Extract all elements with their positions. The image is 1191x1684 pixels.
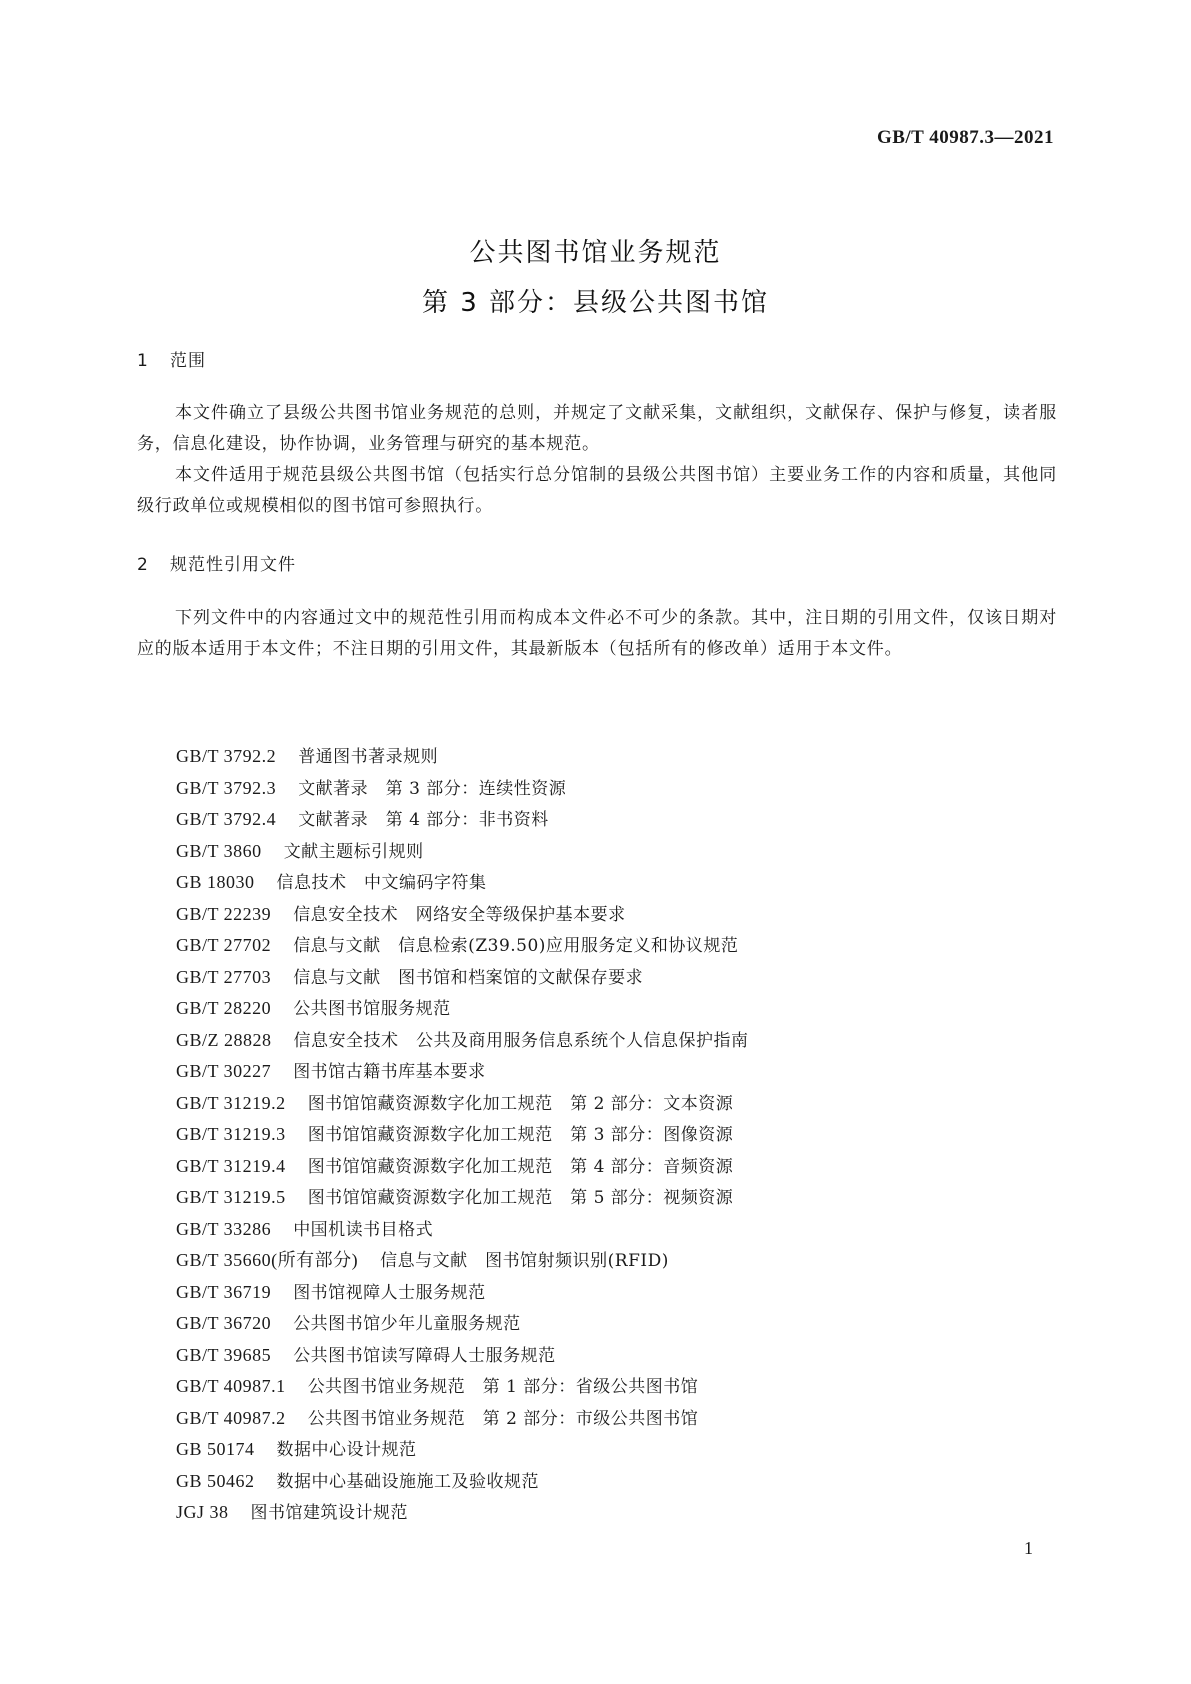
reference-title: 信息与文献 图书馆射频识别(RFID): [380, 1251, 669, 1271]
document-code: GB/T 40987.3—2021: [876, 127, 1054, 148]
section-1-title: 范围: [170, 351, 206, 371]
section-1-number: 1: [137, 351, 149, 371]
reference-title: 信息安全技术 网络安全等级保护基本要求: [293, 904, 626, 925]
reference-code: GB/T 3792.3: [176, 777, 277, 798]
reference-code: JGJ 38: [176, 1502, 229, 1522]
section-2-heading: [137, 550, 296, 575]
reference-code: GB/T 36720: [176, 1313, 272, 1333]
reference-code: GB/T 40987.2: [176, 1407, 286, 1428]
reference-code: GB/T 3792.4: [176, 809, 277, 829]
section-2-title: 规范性引用文件: [170, 555, 296, 575]
reference-code: GB/T 27702: [176, 935, 272, 955]
reference-item: [176, 867, 749, 899]
reference-item: [176, 1214, 749, 1246]
reference-title: 图书馆馆藏资源数字化加工规范 第 3 部分：图像资源: [307, 1125, 734, 1145]
reference-code: GB/T 31219.5: [176, 1187, 286, 1207]
reference-code: GB/T 31219.3: [176, 1124, 286, 1144]
reference-item: [176, 1308, 749, 1340]
reference-item: [176, 836, 749, 868]
section-1-heading: [137, 346, 206, 371]
title-line-1: 公共图书馆业务规范: [469, 238, 722, 268]
reference-code: GB/T 31219.4: [176, 1155, 286, 1176]
reference-code: GB/Z 28828: [176, 1029, 272, 1050]
title-line-2: 第 3 部分：县级公共图书馆: [421, 288, 770, 318]
reference-item: [176, 993, 749, 1025]
reference-title: 图书馆视障人士服务规范: [293, 1282, 486, 1303]
reference-title: 数据中心基础设施施工及验收规范: [276, 1471, 540, 1492]
reference-item: [176, 804, 749, 836]
reference-list: [176, 741, 749, 1529]
reference-item: [176, 1340, 749, 1372]
reference-item: [176, 1088, 749, 1120]
reference-item: [176, 1434, 749, 1466]
reference-code: GB/T 30227: [176, 1061, 272, 1081]
reference-title: 图书馆建筑设计规范: [250, 1503, 409, 1523]
reference-code: GB/T 33286: [176, 1218, 272, 1239]
reference-code: GB/T 40987.1: [176, 1376, 286, 1396]
reference-item: [176, 1056, 749, 1088]
reference-title: 公共图书馆业务规范 第 1 部分：省级公共图书馆: [307, 1377, 699, 1397]
reference-title: 图书馆馆藏资源数字化加工规范 第 2 部分：文本资源: [307, 1093, 734, 1114]
section-1-paragraph-1: 本文件确立了县级公共图书馆业务规范的总则，并规定了文献采集，文献组织，文献保存、保护与修复，读者服务，信息化建设，协作协调，业务管理与研究的基本规范。: [137, 403, 1057, 454]
reference-title: 信息技术 中文编码字符集: [276, 873, 487, 893]
reference-code: GB 50462: [176, 1470, 255, 1491]
reference-code: GB/T 3860: [176, 840, 262, 861]
reference-title: 公共图书馆业务规范 第 2 部分：市级公共图书馆: [307, 1408, 699, 1429]
reference-title: 文献著录 第 3 部分：连续性资源: [298, 778, 567, 799]
reference-item: [176, 1403, 749, 1435]
reference-item: [176, 741, 749, 773]
reference-code: GB 50174: [176, 1439, 255, 1459]
reference-title: 图书馆馆藏资源数字化加工规范 第 5 部分：视频资源: [307, 1188, 734, 1208]
reference-item: [176, 899, 749, 931]
reference-code: GB/T 36719: [176, 1281, 272, 1302]
reference-item: [176, 1466, 749, 1498]
reference-title: 图书馆馆藏资源数字化加工规范 第 4 部分：音频资源: [307, 1156, 734, 1177]
section-2-intro: 下列文件中的内容通过文中的规范性引用而构成本文件必不可少的条款。其中，注日期的引用文件，仅该日期对应的版本适用于本文件；不注日期的引用文件，其最新版本（包括所有的修改单）适用于本文件。: [137, 608, 1057, 659]
reference-code: GB/T 28220: [176, 998, 272, 1018]
reference-title: 信息与文献 图书馆和档案馆的文献保存要求: [293, 967, 644, 988]
section-2-number: 2: [137, 555, 149, 575]
reference-code: GB/T 31219.2: [176, 1092, 286, 1113]
reference-code: GB/T 27703: [176, 966, 272, 987]
reference-code: GB/T 35660(所有部分): [176, 1250, 359, 1270]
reference-title: 普通图书著录规则: [298, 747, 439, 767]
reference-item: [176, 1119, 749, 1151]
section-1-paragraph-2: 本文件适用于规范县级公共图书馆（包括实行总分馆制的县级公共图书馆）主要业务工作的内容和质量，其他同级行政单位或规模相似的图书馆可参照执行。: [137, 465, 1057, 516]
reference-item: [176, 930, 749, 962]
reference-title: 公共图书馆少年儿童服务规范: [293, 1314, 521, 1334]
reference-title: 公共图书馆服务规范: [293, 999, 451, 1019]
reference-code: GB/T 3792.2: [176, 746, 277, 766]
reference-title: 图书馆古籍书库基本要求: [293, 1062, 486, 1082]
reference-item: [176, 1182, 749, 1214]
reference-title: 中国机读书目格式: [293, 1219, 434, 1240]
reference-item: [176, 1371, 749, 1403]
reference-code: GB/T 22239: [176, 903, 272, 924]
reference-item: [176, 1245, 749, 1277]
document-title: [0, 228, 1191, 328]
reference-item: [176, 1025, 749, 1057]
reference-title: 文献主题标引规则: [283, 841, 424, 862]
reference-code: GB 18030: [176, 872, 255, 892]
reference-item: [176, 1497, 749, 1529]
reference-title: 公共图书馆读写障碍人士服务规范: [293, 1345, 556, 1366]
reference-item: [176, 773, 749, 805]
reference-code: GB/T 39685: [176, 1344, 272, 1365]
reference-title: 信息与文献 信息检索(Z39.50)应用服务定义和协议规范: [293, 936, 739, 956]
reference-title: 信息安全技术 公共及商用服务信息系统个人信息保护指南: [293, 1030, 749, 1051]
reference-title: 文献著录 第 4 部分：非书资料: [298, 810, 549, 830]
reference-item: [176, 962, 749, 994]
reference-item: [176, 1277, 749, 1309]
reference-item: [176, 1151, 749, 1183]
reference-title: 数据中心设计规范: [276, 1440, 417, 1460]
page-number: 1: [1024, 1538, 1033, 1558]
